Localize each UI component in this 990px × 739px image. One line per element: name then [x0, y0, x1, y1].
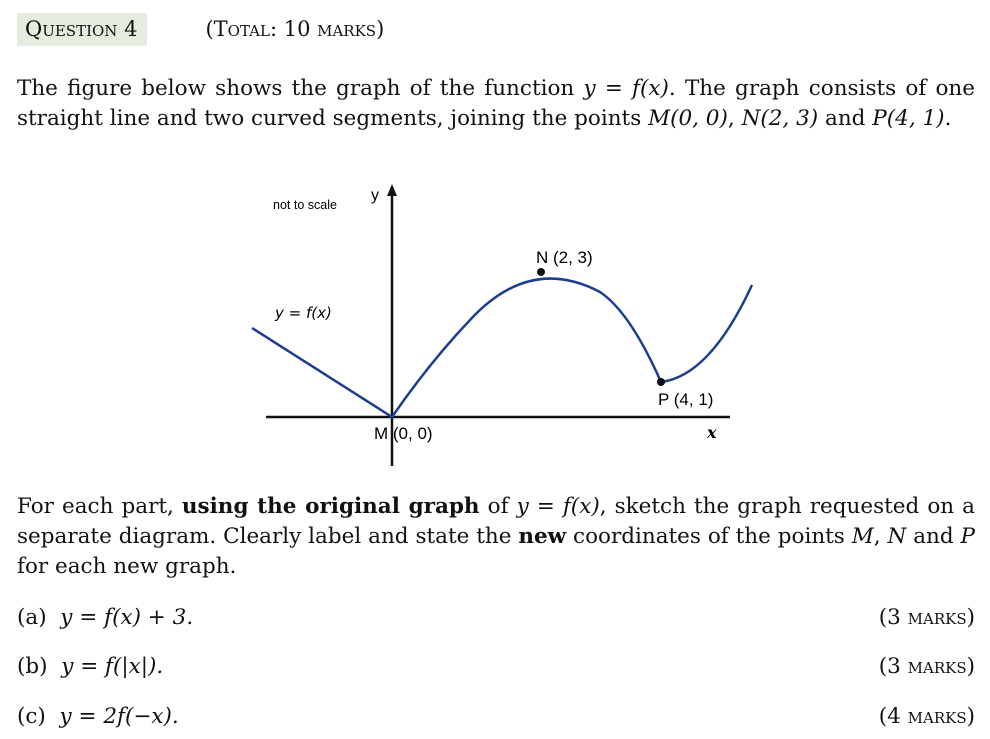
instr-point-m: M	[851, 524, 874, 549]
intro-text-1: The figure below shows the graph of the function	[17, 76, 584, 101]
intro-equation: y = f(x)	[583, 76, 669, 101]
intro-and: and	[818, 106, 873, 131]
instr-text-5: for each new graph.	[17, 554, 237, 579]
part-c-marks: (4 marks)	[878, 704, 975, 729]
instr-text-3: , sketch the graph requested on a separate diagram. Clearly label and state the	[17, 494, 975, 549]
instr-point-n: N	[887, 524, 907, 549]
intro-text-2: . The graph consists of one straight line and two curved segments, joining the points	[17, 76, 976, 131]
part-c-question	[17, 704, 179, 729]
part-b	[17, 654, 975, 679]
x-axis-label: x	[707, 423, 717, 442]
instr-text-2: of	[479, 494, 517, 519]
instr-text-4: coordinates of the points	[566, 524, 852, 549]
part-a-expression: y = f(x) + 3.	[60, 605, 194, 630]
total-marks: (Total: 10 marks)	[205, 17, 385, 41]
intro-comma: ,	[727, 106, 742, 131]
instr-equation: y = f(x)	[516, 494, 600, 519]
instr-point-p: P	[960, 524, 975, 549]
part-c-expression: y = 2f(−x).	[59, 704, 179, 729]
point-m-label: M (0, 0)	[374, 424, 433, 443]
intro-period: .	[944, 106, 952, 131]
intro-point-n: N(2, 3)	[741, 106, 819, 131]
part-b-label: (b)	[17, 654, 48, 679]
y-axis-label: y	[371, 187, 379, 204]
part-c-label: (c)	[17, 704, 46, 729]
intro-point-p: P(4, 1)	[872, 106, 945, 131]
part-b-marks: (3 marks)	[878, 654, 975, 679]
part-a-label: (a)	[17, 605, 47, 630]
question-number: Question 4	[17, 13, 147, 46]
part-a-marks: (3 marks)	[878, 605, 975, 630]
point-n-dot	[537, 268, 545, 276]
part-c	[17, 704, 975, 729]
instructions-paragraph	[17, 492, 975, 582]
instr-bold-new: new	[518, 524, 567, 549]
point-p-dot	[657, 378, 665, 386]
point-p-label: P (4, 1)	[658, 390, 714, 409]
instr-comma: ,	[873, 524, 888, 549]
instr-bold-original: using the original graph	[181, 494, 480, 519]
instr-and: and	[906, 524, 961, 549]
point-n-label: N (2, 3)	[536, 248, 593, 267]
part-b-expression: y = f(|x|).	[61, 654, 164, 679]
part-a-question	[17, 605, 193, 630]
y-axis-arrow-icon	[387, 184, 397, 196]
intro-point-m: M(0, 0)	[648, 106, 728, 131]
function-label: y = f(x)	[275, 304, 332, 322]
part-b-question	[17, 654, 163, 679]
instr-text-1: For each part,	[17, 494, 182, 519]
part-a	[17, 605, 975, 630]
not-to-scale-note: not to scale	[273, 198, 337, 212]
